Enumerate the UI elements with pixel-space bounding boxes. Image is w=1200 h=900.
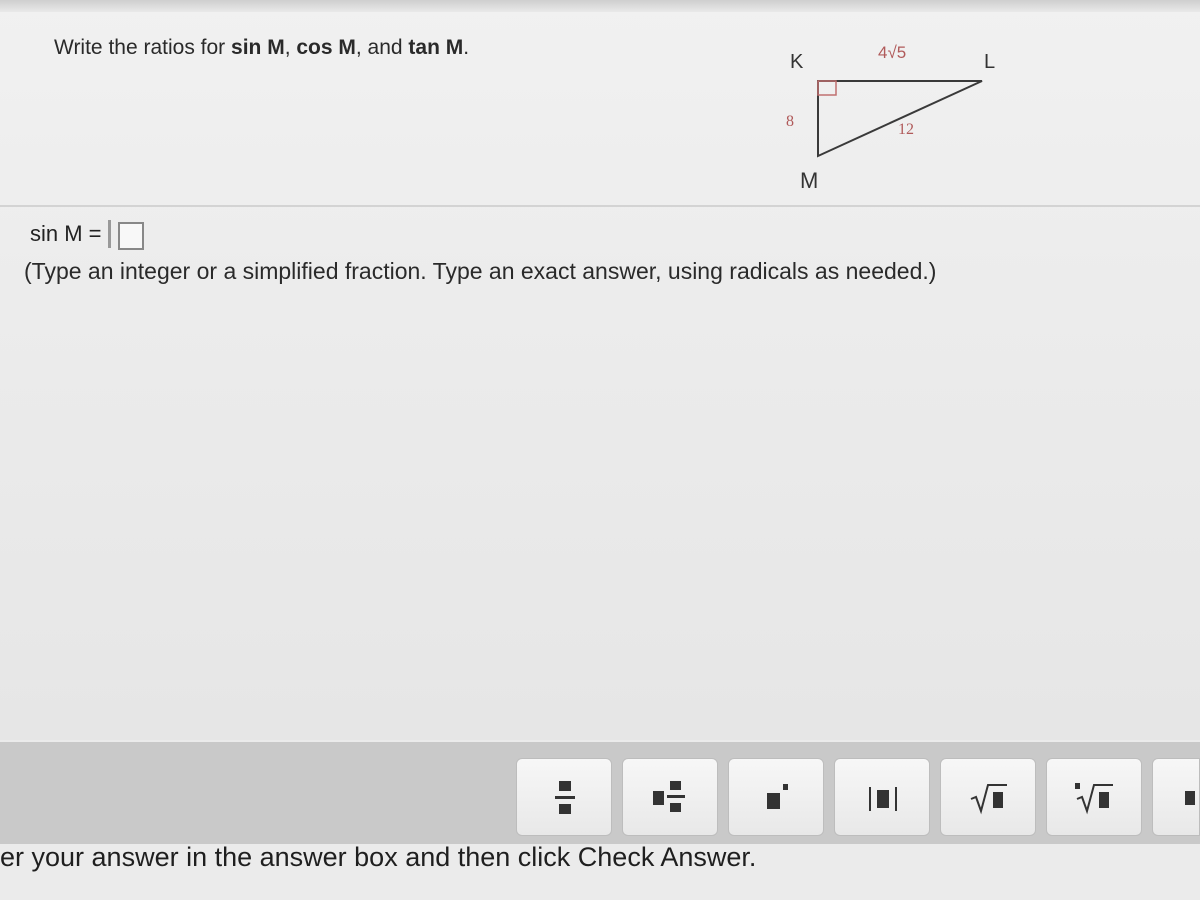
vertex-k-label: K [790, 51, 804, 73]
absolute-value-button[interactable] [834, 758, 930, 836]
answer-input[interactable] [106, 218, 146, 250]
input-caret [108, 220, 111, 248]
sin-m-label: sin M = [30, 221, 102, 246]
section-divider [0, 205, 1200, 207]
square-root-icon [941, 759, 1037, 837]
vertex-m-label: M [800, 168, 819, 193]
side-km-label: 8 [786, 113, 794, 130]
question-text [54, 36, 469, 60]
mixed-number-icon [623, 759, 719, 837]
question-prefix: Write the ratios for [54, 36, 232, 59]
absolute-value-icon [835, 759, 931, 837]
triangle-shape [818, 81, 982, 156]
side-kl-label: 4√5 [878, 43, 907, 62]
question-suffix: . [463, 36, 470, 59]
question-sep: , and [355, 36, 409, 59]
more-button[interactable] [1152, 758, 1200, 836]
instructions-text: (Type an integer or a simplified fraction. Type an exact answer, using radicals as needed.) [24, 258, 937, 284]
side-ml-label: 12 [898, 121, 914, 138]
vertex-l-label: L [984, 51, 996, 73]
nth-root-button[interactable] [1046, 758, 1142, 836]
more-icon [1153, 759, 1200, 837]
exponent-button[interactable] [728, 758, 824, 836]
fraction-button[interactable] [516, 758, 612, 836]
question-tan: tan M [408, 36, 464, 59]
math-palette-toolbar [0, 742, 1200, 844]
mixed-number-button[interactable] [622, 758, 718, 836]
nth-root-icon [1047, 759, 1143, 837]
square-root-button[interactable] [940, 758, 1036, 836]
answer-line [30, 218, 146, 250]
question-cos: cos M [296, 36, 356, 59]
exponent-icon [729, 759, 825, 837]
triangle-diagram [770, 36, 1010, 196]
question-sep: , [284, 36, 297, 59]
answer-input-box[interactable] [118, 222, 144, 250]
fraction-icon [517, 759, 613, 837]
question-sin: sin M [231, 36, 285, 59]
top-strip [0, 0, 1200, 12]
right-angle-marker [818, 81, 836, 95]
footer-instruction: er your answer in the answer box and then click Check Answer. [0, 842, 757, 872]
